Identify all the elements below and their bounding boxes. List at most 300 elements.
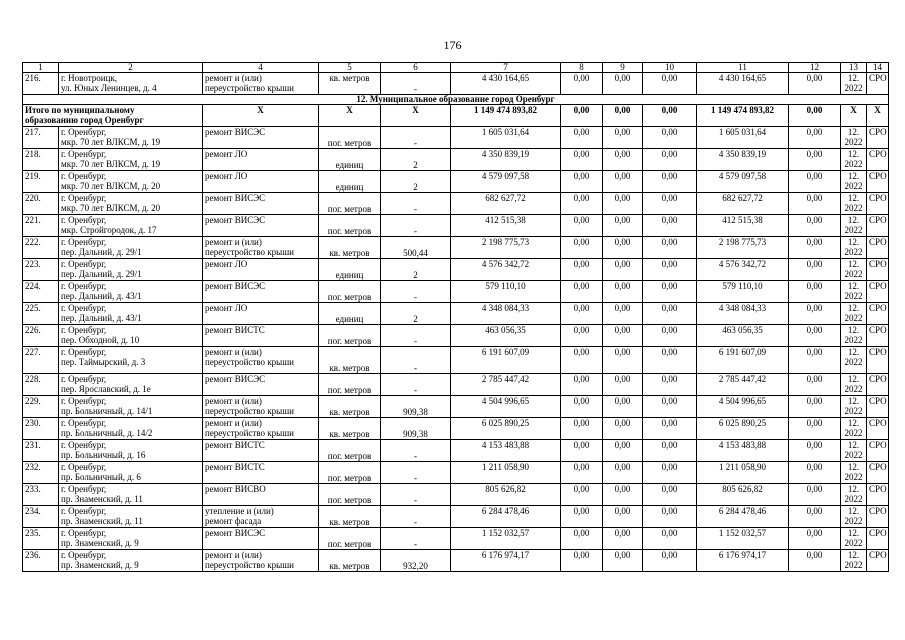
- total-value: 0,00: [561, 105, 603, 127]
- table-row: [23, 484, 889, 506]
- value-cell: 0,00: [603, 73, 643, 95]
- cost-cell: 6 176 974,17: [451, 550, 561, 572]
- total-x: X: [867, 105, 889, 127]
- column-header: 5: [319, 63, 381, 73]
- date-line: 2022: [844, 181, 863, 191]
- work-type-line: ремонт ВИСТС: [205, 440, 265, 450]
- address-cell: [59, 325, 203, 347]
- column-header: 10: [643, 63, 697, 73]
- value-cell: 0,00: [643, 281, 697, 303]
- table-row: [23, 259, 889, 281]
- value-cell: 0,00: [789, 281, 841, 303]
- value-cell: 0,00: [561, 215, 603, 237]
- quantity-cell: -: [381, 440, 451, 462]
- value-cell: 0,00: [603, 347, 643, 374]
- value-cell: 0,00: [603, 484, 643, 506]
- address-line: г. Оренбург,: [61, 550, 107, 560]
- cost-cell: 805 626,82: [697, 484, 789, 506]
- row-number: 230.: [23, 418, 59, 440]
- date-line: 2022: [844, 472, 863, 482]
- cost-cell: 579 110,10: [451, 281, 561, 303]
- value-cell: 0,00: [603, 440, 643, 462]
- value-cell: 0,00: [643, 127, 697, 149]
- cost-cell: 4 350 839,19: [697, 149, 789, 171]
- date-cell: [841, 303, 867, 325]
- cost-cell: 1 211 058,90: [451, 462, 561, 484]
- quantity-cell: 2: [381, 303, 451, 325]
- address-line: г. Оренбург,: [61, 347, 107, 357]
- method-cell: СРО: [867, 281, 889, 303]
- work-type-cell: [203, 396, 319, 418]
- date-cell: [841, 325, 867, 347]
- value-cell: 0,00: [789, 237, 841, 259]
- row-number: 235.: [23, 528, 59, 550]
- cost-cell: 6 284 478,46: [697, 506, 789, 528]
- quantity-cell: -: [381, 193, 451, 215]
- date-line: 12.: [847, 440, 860, 450]
- date-cell: [841, 484, 867, 506]
- total-cost: 1 149 474 893,82: [451, 105, 561, 127]
- unit-cell: пог. метров: [319, 325, 381, 347]
- row-number: 217.: [23, 127, 59, 149]
- quantity-cell: -: [381, 215, 451, 237]
- date-cell: [841, 418, 867, 440]
- date-line: 2022: [844, 406, 863, 416]
- value-cell: 0,00: [561, 440, 603, 462]
- address-line: г. Оренбург,: [61, 281, 107, 291]
- value-cell: 0,00: [561, 303, 603, 325]
- address-cell: [59, 528, 203, 550]
- address-line: пер. Дальний, д. 43/1: [61, 291, 142, 301]
- quantity-cell: -: [381, 462, 451, 484]
- row-number: 226.: [23, 325, 59, 347]
- work-type-line: ремонт ВИСЭС: [205, 374, 266, 384]
- unit-cell: пог. метров: [319, 215, 381, 237]
- date-line: 12.: [847, 193, 860, 203]
- unit-cell: пог. метров: [319, 462, 381, 484]
- date-cell: [841, 550, 867, 572]
- address-line: г. Оренбург,: [61, 396, 107, 406]
- work-type-line: ремонт и (или): [205, 347, 262, 357]
- value-cell: 0,00: [603, 193, 643, 215]
- table-row: [23, 374, 889, 396]
- quantity-cell: 500,44: [381, 237, 451, 259]
- table-row: [23, 73, 889, 95]
- date-line: 12.: [847, 149, 860, 159]
- work-type-cell: [203, 484, 319, 506]
- column-header: 9: [603, 63, 643, 73]
- cost-cell: 412 515,38: [451, 215, 561, 237]
- total-x: X: [381, 105, 451, 127]
- value-cell: 0,00: [561, 259, 603, 281]
- value-cell: 0,00: [561, 127, 603, 149]
- cost-cell: 4 576 342,72: [451, 259, 561, 281]
- address-line: мкр. 70 лет ВЛКСМ, д. 19: [61, 137, 161, 147]
- value-cell: 0,00: [603, 171, 643, 193]
- work-type-cell: [203, 418, 319, 440]
- total-label: [23, 105, 203, 127]
- unit-cell: кв. метров: [319, 73, 381, 95]
- date-cell: [841, 193, 867, 215]
- quantity-cell: 909,38: [381, 396, 451, 418]
- date-year: 2022: [844, 83, 863, 93]
- row-number: 231.: [23, 440, 59, 462]
- address-cell: [59, 127, 203, 149]
- total-value: 0,00: [603, 105, 643, 127]
- row-number: 219.: [23, 171, 59, 193]
- work-type-cell: [203, 374, 319, 396]
- total-cost: 1 149 474 893,82: [697, 105, 789, 127]
- cost-cell: 4 153 483,88: [451, 440, 561, 462]
- work-type-line: ремонт ВИСЭС: [205, 215, 266, 225]
- address-line: мкр. 70 лет ВЛКСМ, д. 20: [61, 203, 161, 213]
- value-cell: 0,00: [789, 325, 841, 347]
- value-cell: 0,00: [603, 550, 643, 572]
- value-cell: 0,00: [561, 237, 603, 259]
- method-cell: СРО: [867, 418, 889, 440]
- date-cell: [841, 237, 867, 259]
- address-line: г. Оренбург,: [61, 528, 107, 538]
- value-cell: 0,00: [603, 418, 643, 440]
- date-cell: [841, 462, 867, 484]
- date-line: 12.: [847, 127, 860, 137]
- cost-cell: 4 430 164,65: [697, 73, 789, 95]
- address-line: пр. Больничный, д. 14/2: [61, 428, 153, 438]
- address-line: ул. Юных Ленинцев, д. 4: [61, 83, 157, 93]
- date-cell: [841, 440, 867, 462]
- quantity-cell: -: [381, 127, 451, 149]
- value-cell: 0,00: [643, 484, 697, 506]
- value-cell: 0,00: [603, 374, 643, 396]
- address-line: г. Оренбург,: [61, 259, 107, 269]
- value-cell: 0,00: [603, 303, 643, 325]
- unit-cell: пог. метров: [319, 528, 381, 550]
- work-type-cell: [203, 215, 319, 237]
- value-cell: 0,00: [789, 303, 841, 325]
- value-cell: 0,00: [561, 171, 603, 193]
- address-cell: [59, 418, 203, 440]
- value-cell: 0,00: [789, 550, 841, 572]
- date-line: 2022: [844, 450, 863, 460]
- quantity-cell: 932,20: [381, 550, 451, 572]
- address-line: пер. Дальний, д. 29/1: [61, 247, 142, 257]
- date-cell: [841, 215, 867, 237]
- column-number-header: [23, 63, 889, 73]
- address-line: г. Оренбург,: [61, 506, 107, 516]
- column-header: 13: [841, 63, 867, 73]
- address-cell: [59, 484, 203, 506]
- method-cell: СРО: [867, 325, 889, 347]
- total-x: X: [203, 105, 319, 127]
- quantity-cell: -: [381, 325, 451, 347]
- date-line: 2022: [844, 335, 863, 345]
- cost-cell: 4 504 996,65: [451, 396, 561, 418]
- date-cell: [841, 259, 867, 281]
- cost-cell: 2 198 775,73: [451, 237, 561, 259]
- value-cell: 0,00: [561, 149, 603, 171]
- quantity-cell: -: [381, 484, 451, 506]
- value-cell: 0,00: [643, 259, 697, 281]
- total-label-line: образованию город Оренбург: [25, 115, 144, 125]
- work-type-line: ремонт и (или): [205, 237, 262, 247]
- cost-cell: 4 579 097,58: [451, 171, 561, 193]
- method-cell: СРО: [867, 303, 889, 325]
- address-line: г. Оренбург,: [61, 374, 107, 384]
- value-cell: 0,00: [789, 193, 841, 215]
- work-type-line: ремонт ЛО: [205, 259, 248, 269]
- date-cell: [841, 528, 867, 550]
- value-cell: 0,00: [603, 462, 643, 484]
- unit-cell: пог. метров: [319, 440, 381, 462]
- value-cell: 0,00: [603, 215, 643, 237]
- work-type-line: ремонт и (или): [205, 550, 262, 560]
- value-cell: 0,00: [789, 149, 841, 171]
- method-cell: СРО: [867, 506, 889, 528]
- cost-cell: 4 348 084,33: [697, 303, 789, 325]
- date-cell: [841, 127, 867, 149]
- address-line: пр. Больничный, д. 6: [61, 472, 141, 482]
- cost-cell: 2 785 447,42: [697, 374, 789, 396]
- row-number: 218.: [23, 149, 59, 171]
- value-cell: 0,00: [789, 396, 841, 418]
- method-cell: СРО: [867, 237, 889, 259]
- cost-cell: 4 430 164,65: [451, 73, 561, 95]
- work-type-line: ремонт и (или): [205, 418, 262, 428]
- cost-cell: 6 191 607,09: [697, 347, 789, 374]
- method-cell: СРО: [867, 396, 889, 418]
- date-line: 2022: [844, 203, 863, 213]
- cost-cell: 6 176 974,17: [697, 550, 789, 572]
- value-cell: 0,00: [643, 550, 697, 572]
- date-line: 12.: [847, 506, 860, 516]
- value-cell: 0,00: [643, 347, 697, 374]
- unit-cell: кв. метров: [319, 347, 381, 374]
- value-cell: 0,00: [561, 484, 603, 506]
- date-line: 2022: [844, 560, 863, 570]
- value-cell: 0,00: [643, 396, 697, 418]
- work-type-cell: [203, 149, 319, 171]
- table-row: [23, 528, 889, 550]
- cost-cell: 2 785 447,42: [451, 374, 561, 396]
- address-cell: [59, 462, 203, 484]
- address-line: мкр. 70 лет ВЛКСМ, д. 19: [61, 159, 161, 169]
- work-type-line: утепление и (или): [205, 506, 274, 516]
- column-header: 1: [23, 63, 59, 73]
- quantity-cell: 909,38: [381, 418, 451, 440]
- work-type-cell: [203, 506, 319, 528]
- value-cell: 0,00: [789, 73, 841, 95]
- value-cell: 0,00: [603, 259, 643, 281]
- column-header: 14: [867, 63, 889, 73]
- total-value: 0,00: [789, 105, 841, 127]
- value-cell: 0,00: [789, 374, 841, 396]
- table-row: [23, 127, 889, 149]
- value-cell: 0,00: [643, 506, 697, 528]
- quantity-cell: -: [381, 374, 451, 396]
- value-cell: 0,00: [603, 506, 643, 528]
- date-line: 2022: [844, 247, 863, 257]
- work-type-line: ремонт ЛО: [205, 171, 248, 181]
- method-cell: СРО: [867, 550, 889, 572]
- table-row: [23, 281, 889, 303]
- unit-cell: единиц: [319, 171, 381, 193]
- address-line: г. Оренбург,: [61, 237, 107, 247]
- work-type-line: ремонт ВИСЭС: [205, 193, 266, 203]
- table-row: [23, 506, 889, 528]
- date-line: 12.: [847, 347, 860, 357]
- method-cell: СРО: [867, 215, 889, 237]
- date-cell: [841, 171, 867, 193]
- address-line: пер. Дальний, д. 29/1: [61, 269, 142, 279]
- work-type-cell: [203, 440, 319, 462]
- work-type-line: ремонт ЛО: [205, 149, 248, 159]
- date-line: 12.: [847, 484, 860, 494]
- address-line: пер. Обходной, д. 10: [61, 335, 140, 345]
- value-cell: 0,00: [603, 528, 643, 550]
- value-cell: 0,00: [561, 418, 603, 440]
- address-line: г. Оренбург,: [61, 127, 107, 137]
- address-line: пр. Знаменский, д. 9: [61, 560, 139, 570]
- row-number: 229.: [23, 396, 59, 418]
- unit-cell: единиц: [319, 149, 381, 171]
- value-cell: 0,00: [789, 127, 841, 149]
- address-line: пер. Дальний, д. 43/1: [61, 313, 142, 323]
- unit-cell: пог. метров: [319, 281, 381, 303]
- cost-cell: 1 605 031,64: [451, 127, 561, 149]
- date-line: 2022: [844, 159, 863, 169]
- date-line: 2022: [844, 269, 863, 279]
- address-cell: [59, 193, 203, 215]
- work-type-cell: [203, 171, 319, 193]
- work-type-cell: [203, 347, 319, 374]
- work-type-cell: [203, 325, 319, 347]
- unit-cell: кв. метров: [319, 418, 381, 440]
- address-line: пер. Ярославский, д. 1е: [61, 384, 151, 394]
- date-line: 12.: [847, 418, 860, 428]
- unit-cell: пог. метров: [319, 374, 381, 396]
- address-line: г. Оренбург,: [61, 418, 107, 428]
- address-cell: [59, 347, 203, 374]
- value-cell: 0,00: [643, 462, 697, 484]
- date-line: 12.: [847, 550, 860, 560]
- value-cell: 0,00: [561, 462, 603, 484]
- quantity-cell: -: [381, 281, 451, 303]
- work-type-cell: [203, 281, 319, 303]
- date-line: 2022: [844, 516, 863, 526]
- work-type-cell: [203, 528, 319, 550]
- table-row: [23, 550, 889, 572]
- address-line: г. Оренбург,: [61, 325, 107, 335]
- quantity-cell: -: [381, 73, 451, 95]
- column-header: 7: [451, 63, 561, 73]
- row-number: 223.: [23, 259, 59, 281]
- method-cell: СРО: [867, 259, 889, 281]
- work-type-line: ремонт ВИСВО: [205, 484, 266, 494]
- column-header: 2: [59, 63, 203, 73]
- address-line: г. Оренбург,: [61, 193, 107, 203]
- row-number: 222.: [23, 237, 59, 259]
- cost-cell: 463 056,35: [451, 325, 561, 347]
- value-cell: 0,00: [561, 550, 603, 572]
- cost-cell: 412 515,38: [697, 215, 789, 237]
- row-number: 227.: [23, 347, 59, 374]
- date-line: 2022: [844, 137, 863, 147]
- quantity-cell: 2: [381, 171, 451, 193]
- unit-cell: кв. метров: [319, 396, 381, 418]
- table-row: [23, 149, 889, 171]
- value-cell: 0,00: [643, 237, 697, 259]
- row-number: 220.: [23, 193, 59, 215]
- date-line: 12.: [847, 281, 860, 291]
- column-header: 12: [789, 63, 841, 73]
- value-cell: 0,00: [561, 193, 603, 215]
- address-line: г. Оренбург,: [61, 440, 107, 450]
- cost-cell: 4 153 483,88: [697, 440, 789, 462]
- date-line: 12.: [847, 237, 860, 247]
- total-row: [23, 105, 889, 127]
- quantity-cell: 2: [381, 149, 451, 171]
- address-cell: [59, 506, 203, 528]
- cost-cell: 4 350 839,19: [451, 149, 561, 171]
- address-line: г. Оренбург,: [61, 215, 107, 225]
- row-number: 233.: [23, 484, 59, 506]
- cost-cell: 4 504 996,65: [697, 396, 789, 418]
- cost-cell: 1 152 032,57: [697, 528, 789, 550]
- cost-cell: 1 605 031,64: [697, 127, 789, 149]
- unit-cell: единиц: [319, 303, 381, 325]
- cost-cell: 4 579 097,58: [697, 171, 789, 193]
- unit-cell: единиц: [319, 259, 381, 281]
- date-line: 12.: [847, 215, 860, 225]
- date-cell: [841, 396, 867, 418]
- cost-cell: 2 198 775,73: [697, 237, 789, 259]
- value-cell: 0,00: [643, 418, 697, 440]
- table-row: [23, 303, 889, 325]
- date-line: 2022: [844, 538, 863, 548]
- value-cell: 0,00: [643, 374, 697, 396]
- value-cell: 0,00: [643, 215, 697, 237]
- table-row: [23, 462, 889, 484]
- row-number: 228.: [23, 374, 59, 396]
- total-x: X: [319, 105, 381, 127]
- value-cell: 0,00: [561, 347, 603, 374]
- value-cell: 0,00: [789, 484, 841, 506]
- work-type-cell: [203, 193, 319, 215]
- table-row: [23, 237, 889, 259]
- row-number: 216.: [23, 73, 59, 95]
- work-line: ремонт и (или): [205, 73, 262, 83]
- method-cell: СРО: [867, 347, 889, 374]
- date-cell: [841, 374, 867, 396]
- address-cell: [59, 303, 203, 325]
- address-cell: [59, 281, 203, 303]
- cost-cell: 579 110,10: [697, 281, 789, 303]
- work-type-line: переустройство крыши: [205, 247, 294, 257]
- value-cell: 0,00: [561, 374, 603, 396]
- row-number: 221.: [23, 215, 59, 237]
- method-cell: СРО: [867, 73, 889, 95]
- address-line: г. Новотроицк,: [61, 73, 118, 83]
- date-line: 12.: [847, 171, 860, 181]
- value-cell: 0,00: [603, 149, 643, 171]
- address-line: г. Оренбург,: [61, 303, 107, 313]
- date-line: 12.: [847, 303, 860, 313]
- address-cell: [59, 550, 203, 572]
- value-cell: 0,00: [789, 462, 841, 484]
- cost-cell: 1 152 032,57: [451, 528, 561, 550]
- date-month: 12.: [847, 73, 860, 83]
- row-number: 225.: [23, 303, 59, 325]
